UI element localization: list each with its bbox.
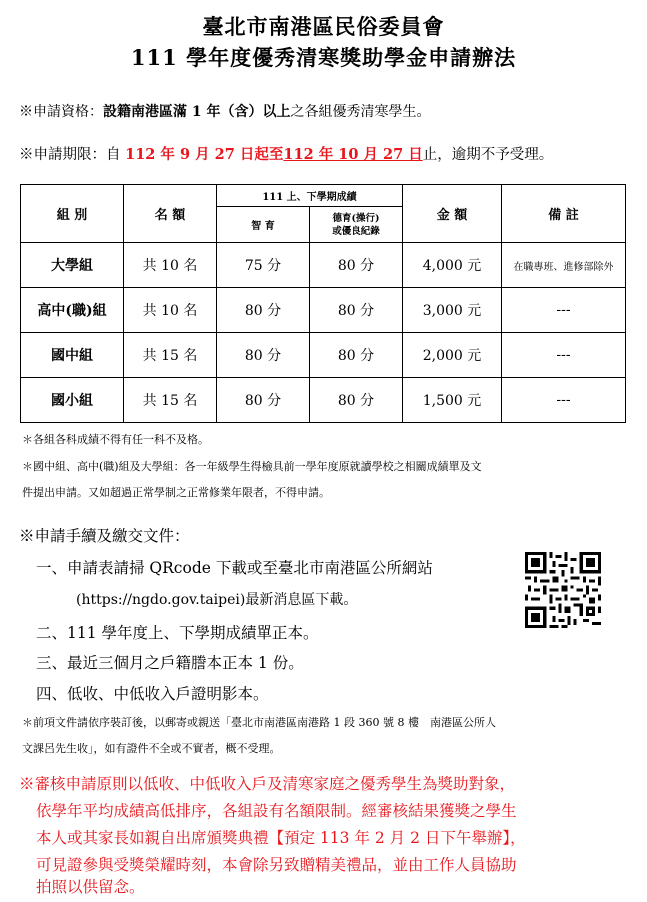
cell-intellect: 80 分 [217, 333, 310, 378]
cell-group: 國小組 [21, 378, 124, 423]
submit-note-line2: 文課呂先生收」，如有證件不全或不實者，概不受理。 [22, 742, 281, 755]
note-pass-requirement: ＊各組各科成績不得有任一科不及格。 [22, 433, 209, 446]
cell-intellect: 80 分 [217, 378, 310, 423]
header-grades: 111 上、下學期成績 [217, 185, 403, 207]
eligibility-condition: 設籍南港區滿 1 年（含）以上 [103, 104, 291, 120]
cell-group: 大學組 [21, 243, 124, 288]
cell-remark: 在職專班、進修部除外 [502, 243, 626, 288]
eligibility-label: ※申請資格： [19, 104, 103, 120]
eligibility-line [19, 101, 431, 121]
step-3: 三、最近三個月之戶籍謄本正本 1 份。 [36, 654, 304, 672]
step-4: 四、低收、中低收入戶證明影本。 [36, 685, 269, 703]
cell-group: 國中組 [21, 333, 124, 378]
period-label: ※申請期限：自 [19, 147, 126, 163]
cell-remark: --- [502, 333, 626, 378]
period-mid: 起至 [254, 146, 284, 163]
header-conduct [310, 207, 403, 243]
header-group: 組 別 [21, 185, 124, 243]
cell-conduct: 80 分 [310, 243, 403, 288]
cell-remark: --- [502, 288, 626, 333]
cell-group: 高中(職)組 [21, 288, 124, 333]
review-line-1: ※審核申請原則以低收、中低收入戶及清寒家庭之優秀學生為獎助對象， [19, 775, 516, 793]
procedure-heading: ※申請手續及繳交文件： [19, 527, 190, 545]
period-line [19, 143, 553, 164]
qr-code-icon[interactable] [525, 552, 601, 628]
header-conduct-line1: 德育(操行) [332, 212, 380, 224]
period-end-date: 112 年 10 月 27 日 [283, 146, 423, 163]
header-quota: 名 額 [124, 185, 217, 243]
eligibility-suffix: 之各組優秀清寒學生。 [290, 104, 431, 120]
cell-amount: 4,000 元 [403, 243, 502, 288]
award-table [20, 184, 626, 423]
cell-conduct: 80 分 [310, 378, 403, 423]
cell-quota: 共 10 名 [124, 243, 217, 288]
cell-remark: --- [502, 378, 626, 423]
cell-amount: 2,000 元 [403, 333, 502, 378]
cell-amount: 3,000 元 [403, 288, 502, 333]
table-row [21, 333, 626, 378]
step-1-line1: 一、申請表請掃 QRcode 下載或至臺北市南港區公所網站 [36, 559, 433, 577]
note-freshmen-line1: ＊國中組、高中(職)組及大學組：各一年級學生得檢具前一學年度原就讀學校之相關成績單及文 [22, 460, 482, 473]
note-freshmen-line2: 件提出申請。又如超過正常學制之正常修業年限者，不得申請。 [22, 486, 330, 499]
cell-quota: 共 15 名 [124, 333, 217, 378]
title-line-2: 111 學年度優秀清寒獎助學金申請辦法 [130, 45, 517, 70]
cell-amount: 1,500 元 [403, 378, 502, 423]
cell-quota: 共 15 名 [124, 378, 217, 423]
review-line-4: 可見證參與受獎榮耀時刻，本會除另致贈精美禮品，並由工作人員協助 [36, 856, 517, 874]
step-2: 二、111 學年度上、下學期成績單正本。 [36, 624, 319, 642]
period-suffix: 止，逾期不予受理。 [422, 147, 554, 163]
header-intellect: 智 育 [217, 207, 310, 243]
review-line-2: 依學年平均成績高低排序，各組設有名額限制。經審核結果獲獎之學生 [36, 802, 517, 820]
period-start-date: 112 年 9 月 27 日 [125, 146, 255, 163]
title-line-1: 臺北市南港區民俗委員會 [202, 14, 445, 39]
cell-intellect: 80 分 [217, 288, 310, 333]
table-row [21, 243, 626, 288]
review-line-5: 拍照以供留念。 [36, 878, 145, 896]
step-1-line2: (https://ngdo.gov.taipei)最新消息區下載。 [76, 592, 358, 608]
header-conduct-line2: 或優良紀錄 [332, 225, 380, 237]
table-row [21, 378, 626, 423]
cell-conduct: 80 分 [310, 288, 403, 333]
review-line-3: 本人或其家長如親自出席頒獎典禮【預定 113 年 2 月 2 日下午舉辦】， [36, 829, 526, 847]
header-remark: 備 註 [502, 185, 626, 243]
cell-intellect: 75 分 [217, 243, 310, 288]
header-amount: 金 額 [403, 185, 502, 243]
cell-quota: 共 10 名 [124, 288, 217, 333]
cell-conduct: 80 分 [310, 333, 403, 378]
table-row [21, 288, 626, 333]
submit-note-line1: ＊前項文件請依序裝訂後，以郵寄或親送「臺北市南港區南港路 1 段 360 號 8 樓 南港區公所人 [22, 716, 496, 729]
